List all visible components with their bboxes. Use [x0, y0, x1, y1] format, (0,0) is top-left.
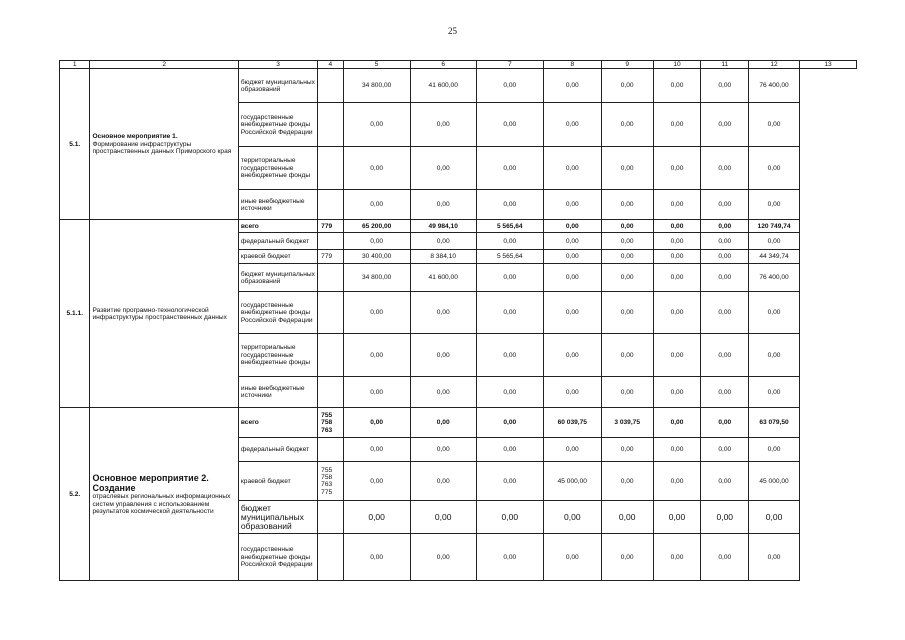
- funding-source: всего: [238, 408, 317, 438]
- budget-code: [318, 292, 343, 334]
- header-cell: 4: [318, 61, 343, 69]
- item-name-text: Развитие програмно-технологической инфраструктуры пространственных данных: [92, 306, 227, 321]
- budget-code: 755 758 763 775: [318, 462, 343, 501]
- funding-source: государственные внебюджетные фонды Российской Федерации: [238, 534, 317, 581]
- amount-cell: 41 600,00: [410, 69, 476, 103]
- funding-source: иные внебюджетные источники: [238, 377, 317, 408]
- amount-cell: 34 800,00: [343, 264, 410, 292]
- amount-cell: 0,00: [410, 190, 476, 220]
- amount-cell: 0,00: [701, 103, 749, 147]
- funding-source: государственные внебюджетные фонды Российской Федерации: [238, 103, 317, 147]
- budget-code: [318, 190, 343, 220]
- amount-cell: 0,00: [701, 147, 749, 190]
- amount-cell: 0,00: [543, 264, 601, 292]
- amount-cell: 0,00: [476, 69, 543, 103]
- amount-cell: 0,00: [410, 408, 476, 438]
- item-name-text: отраслевых региональных информационных систем управления с использованием результатов космической деятельности: [92, 493, 231, 516]
- amount-cell: 0,00: [601, 534, 653, 581]
- header-cell: 7: [476, 61, 543, 69]
- amount-cell: 49 984,10: [410, 220, 476, 233]
- amount-cell: 63 079,50: [749, 408, 800, 438]
- budget-code: [318, 377, 343, 408]
- amount-cell: 0,00: [749, 438, 800, 462]
- table-row: [60, 69, 857, 103]
- amount-cell: 0,00: [653, 462, 701, 501]
- amount-cell: 0,00: [476, 264, 543, 292]
- amount-cell: 76 400,00: [749, 69, 800, 103]
- amount-cell: 0,00: [343, 534, 410, 581]
- amount-cell: 0,00: [410, 462, 476, 501]
- item-name-title: Основное мероприятие 2. Создание: [92, 473, 209, 494]
- amount-cell: 0,00: [653, 103, 701, 147]
- amount-cell: 0,00: [476, 103, 543, 147]
- amount-cell: 0,00: [343, 147, 410, 190]
- amount-cell: 0,00: [749, 534, 800, 581]
- amount-cell: 120 749,74: [749, 220, 800, 233]
- amount-cell: 0,00: [543, 233, 601, 250]
- amount-cell: 0,00: [701, 69, 749, 103]
- amount-cell: 0,00: [653, 233, 701, 250]
- amount-cell: 0,00: [601, 103, 653, 147]
- amount-cell: 0,00: [749, 190, 800, 220]
- header-row: [60, 61, 857, 69]
- budget-code: [318, 264, 343, 292]
- header-cell: 8: [543, 61, 601, 69]
- amount-cell: 0,00: [749, 147, 800, 190]
- amount-cell: 0,00: [653, 264, 701, 292]
- amount-cell: 0,00: [410, 501, 476, 534]
- amount-cell: 0,00: [749, 334, 800, 377]
- table-row: [60, 220, 857, 233]
- funding-source: краевой бюджет: [238, 250, 317, 264]
- amount-cell: 0,00: [749, 233, 800, 250]
- amount-cell: 0,00: [410, 292, 476, 334]
- amount-cell: 0,00: [653, 438, 701, 462]
- funding-source: государственные внебюджетные фонды Российской Федерации: [238, 292, 317, 334]
- funding-source: иные внебюджетные источники: [238, 190, 317, 220]
- amount-cell: 44 349,74: [749, 250, 800, 264]
- amount-cell: 0,00: [476, 334, 543, 377]
- header-cell: 10: [653, 61, 701, 69]
- amount-cell: 0,00: [543, 250, 601, 264]
- amount-cell: 0,00: [410, 334, 476, 377]
- budget-code: [318, 534, 343, 581]
- funding-source: территориальные государственные внебюджетные фонды: [238, 334, 317, 377]
- amount-cell: 0,00: [343, 233, 410, 250]
- amount-cell: 0,00: [653, 220, 701, 233]
- amount-cell: 0,00: [601, 462, 653, 501]
- amount-cell: 0,00: [543, 69, 601, 103]
- amount-cell: 0,00: [653, 534, 701, 581]
- amount-cell: 0,00: [601, 220, 653, 233]
- amount-cell: 0,00: [653, 147, 701, 190]
- amount-cell: 0,00: [476, 408, 543, 438]
- funding-source: федеральный бюджет: [238, 438, 317, 462]
- amount-cell: 0,00: [701, 377, 749, 408]
- amount-cell: 0,00: [476, 233, 543, 250]
- item-name: [90, 220, 238, 408]
- amount-cell: 0,00: [701, 438, 749, 462]
- amount-cell: 0,00: [543, 220, 601, 233]
- amount-cell: 0,00: [601, 377, 653, 408]
- amount-cell: 0,00: [749, 103, 800, 147]
- amount-cell: 0,00: [653, 334, 701, 377]
- amount-cell: 0,00: [343, 334, 410, 377]
- item-name: [90, 69, 238, 220]
- budget-code: [318, 501, 343, 534]
- amount-cell: 0,00: [601, 264, 653, 292]
- item-name-title: Основное мероприятие 1.: [92, 133, 178, 141]
- amount-cell: 0,00: [410, 377, 476, 408]
- item-name-text: Формирование инфраструктуры пространственных данных Приморского края: [92, 140, 232, 156]
- amount-cell: 0,00: [653, 250, 701, 264]
- amount-cell: 0,00: [343, 408, 410, 438]
- amount-cell: 0,00: [476, 190, 543, 220]
- amount-cell: 0,00: [410, 534, 476, 581]
- amount-cell: 60 039,75: [543, 408, 601, 438]
- amount-cell: 0,00: [543, 147, 601, 190]
- amount-cell: 0,00: [601, 69, 653, 103]
- budget-code: [318, 438, 343, 462]
- funding-source: краевой бюджет: [238, 462, 317, 501]
- budget-code: [318, 147, 343, 190]
- item-number: 5.1.: [60, 69, 90, 220]
- amount-cell: 5 565,64: [476, 220, 543, 233]
- header-cell: 11: [701, 61, 749, 69]
- amount-cell: 30 400,00: [343, 250, 410, 264]
- amount-cell: 0,00: [701, 292, 749, 334]
- amount-cell: 0,00: [343, 462, 410, 501]
- amount-cell: 0,00: [476, 501, 543, 534]
- amount-cell: 0,00: [410, 233, 476, 250]
- amount-cell: 0,00: [543, 292, 601, 334]
- amount-cell: 0,00: [601, 250, 653, 264]
- table-row: [60, 408, 857, 438]
- amount-cell: 0,00: [343, 377, 410, 408]
- amount-cell: 0,00: [343, 501, 410, 534]
- amount-cell: 0,00: [543, 190, 601, 220]
- amount-cell: 3 039,75: [601, 408, 653, 438]
- amount-cell: 0,00: [543, 377, 601, 408]
- amount-cell: 0,00: [601, 438, 653, 462]
- amount-cell: 0,00: [701, 462, 749, 501]
- funding-source: федеральный бюджет: [238, 233, 317, 250]
- amount-cell: 0,00: [543, 334, 601, 377]
- amount-cell: 0,00: [476, 147, 543, 190]
- amount-cell: 0,00: [653, 408, 701, 438]
- amount-cell: 0,00: [701, 501, 749, 534]
- amount-cell: 0,00: [653, 501, 701, 534]
- amount-cell: 0,00: [701, 334, 749, 377]
- header-cell: 6: [410, 61, 476, 69]
- amount-cell: 76 400,00: [749, 264, 800, 292]
- budget-code: [318, 69, 343, 103]
- budget-code: [318, 233, 343, 250]
- amount-cell: 0,00: [543, 501, 601, 534]
- amount-cell: 0,00: [601, 190, 653, 220]
- amount-cell: 0,00: [343, 103, 410, 147]
- amount-cell: 0,00: [343, 438, 410, 462]
- budget-table: [59, 60, 857, 581]
- amount-cell: 0,00: [476, 462, 543, 501]
- header-cell: 9: [601, 61, 653, 69]
- funding-source: бюджет муниципальных образований: [238, 264, 317, 292]
- amount-cell: 0,00: [410, 147, 476, 190]
- funding-source: территориальные государственные внебюджетные фонды: [238, 147, 317, 190]
- funding-source: бюджет муниципальных образований: [238, 501, 317, 534]
- amount-cell: 0,00: [476, 292, 543, 334]
- funding-source: бюджет муниципальных образований: [238, 69, 317, 103]
- item-number: 5.2.: [60, 408, 90, 581]
- amount-cell: 0,00: [601, 334, 653, 377]
- page-number: 25: [448, 26, 457, 36]
- amount-cell: 0,00: [601, 501, 653, 534]
- amount-cell: 0,00: [701, 250, 749, 264]
- item-number: 5.1.1.: [60, 220, 90, 408]
- amount-cell: 0,00: [601, 292, 653, 334]
- amount-cell: 0,00: [543, 438, 601, 462]
- header-cell: 12: [749, 61, 800, 69]
- amount-cell: 0,00: [476, 534, 543, 581]
- amount-cell: 0,00: [476, 438, 543, 462]
- header-cell: 5: [343, 61, 410, 69]
- amount-cell: 5 565,64: [476, 250, 543, 264]
- amount-cell: 0,00: [601, 147, 653, 190]
- amount-cell: 0,00: [749, 501, 800, 534]
- header-cell: 13: [799, 61, 856, 69]
- budget-code: [318, 334, 343, 377]
- amount-cell: 0,00: [701, 534, 749, 581]
- budget-code: 755 758 763: [318, 408, 343, 438]
- amount-cell: 0,00: [543, 103, 601, 147]
- amount-cell: 0,00: [701, 264, 749, 292]
- amount-cell: 45 000,00: [749, 462, 800, 501]
- amount-cell: 0,00: [543, 534, 601, 581]
- budget-code: [318, 103, 343, 147]
- amount-cell: 0,00: [601, 233, 653, 250]
- amount-cell: 0,00: [653, 377, 701, 408]
- amount-cell: 0,00: [749, 377, 800, 408]
- amount-cell: 45 000,00: [543, 462, 601, 501]
- budget-code: 779: [318, 220, 343, 233]
- amount-cell: 0,00: [653, 190, 701, 220]
- header-cell: 1: [60, 61, 90, 69]
- amount-cell: 0,00: [653, 69, 701, 103]
- amount-cell: 65 200,00: [343, 220, 410, 233]
- amount-cell: 34 800,00: [343, 69, 410, 103]
- header-cell: 2: [90, 61, 238, 69]
- amount-cell: 0,00: [701, 190, 749, 220]
- amount-cell: 0,00: [410, 438, 476, 462]
- amount-cell: 41 600,00: [410, 264, 476, 292]
- amount-cell: 0,00: [343, 292, 410, 334]
- item-name: [90, 408, 238, 581]
- amount-cell: 0,00: [701, 408, 749, 438]
- amount-cell: 0,00: [476, 377, 543, 408]
- budget-code: 779: [318, 250, 343, 264]
- header-cell: 3: [238, 61, 317, 69]
- amount-cell: 0,00: [653, 292, 701, 334]
- amount-cell: 0,00: [410, 103, 476, 147]
- amount-cell: 0,00: [343, 190, 410, 220]
- amount-cell: 0,00: [701, 220, 749, 233]
- amount-cell: 8 384,10: [410, 250, 476, 264]
- amount-cell: 0,00: [701, 233, 749, 250]
- amount-cell: 0,00: [749, 292, 800, 334]
- funding-source: всего: [238, 220, 317, 233]
